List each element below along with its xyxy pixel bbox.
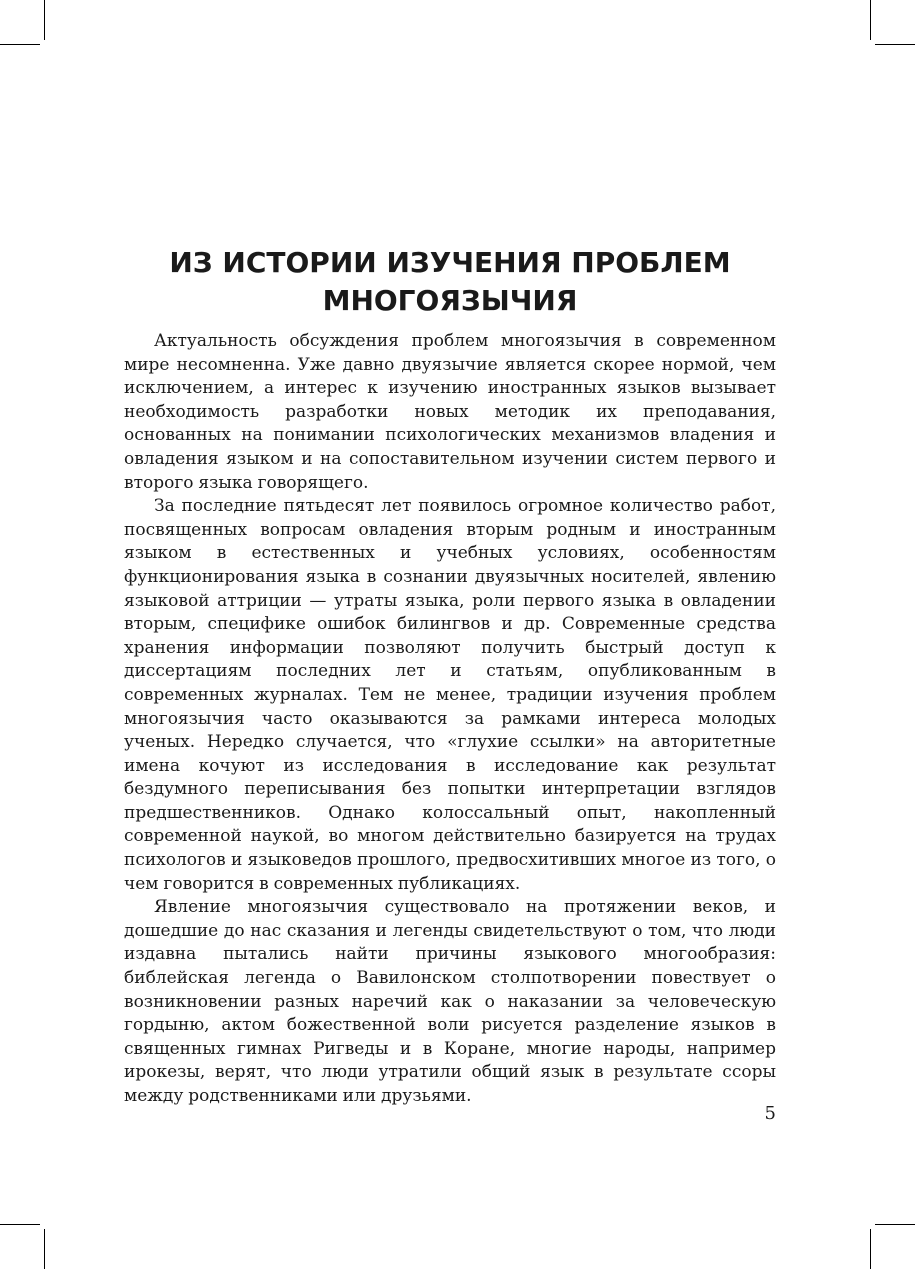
crop-mark-top-left-vertical <box>44 0 45 40</box>
paragraph-2: За последние пятьдесят лет появилось огромное количество работ, посвященных вопросам овладения вторым родным и иностранным языком в естественных и учебных условиях, особенностям функционирования языка в сознании двуязычных носителей, явлению языковой аттриции — утраты языка, роли первого языка в овладении вторым, специфике ошибок билингвов и др. Современные средства хранения информации позволяют получить быстрый доступ к диссертациям последних лет и статьям, опубликованным в современных журналах. Тем не менее, традиции изучения проблем многоязычия часто оказываются за рамками интереса молодых ученых. Нередко случается, что «глухие ссылки» на авторитетные имена кочуют из исследования в исследование как результат бездумного переписывания без попытки интерпретации взглядов предшественников. Однако колоссальный опыт, накопленный современной наукой, во многом действительно базируется на трудах психологов и языковедов прошлого, предвосхитивших многое из того, о чем говорится в современных публикациях. <box>124 496 776 894</box>
chapter-heading <box>124 244 776 320</box>
crop-mark-bottom-left-horizontal <box>0 1224 40 1225</box>
crop-mark-top-left-horizontal <box>0 44 40 45</box>
crop-mark-top-right-horizontal <box>875 44 915 45</box>
chapter-heading-line-1: ИЗ ИСТОРИИ ИЗУЧЕНИЯ ПРОБЛЕМ <box>169 246 731 279</box>
crop-mark-top-right-vertical <box>870 0 871 40</box>
crop-mark-bottom-left-vertical <box>44 1229 45 1269</box>
paragraph-1: Актуальность обсуждения проблем многоязычия в современном мире несомненна. Уже давно двуязычие является скорее нормой, чем исключением, а интерес к изучению иностранных языков вызывает необходимость разработки новых методик их преподавания, основанных на понимании психологических механизмов владения и овладения языком и на сопоставительном изучении систем первого и второго языка говорящего. <box>124 331 776 493</box>
page-number: 5 <box>764 1103 776 1124</box>
crop-mark-bottom-right-vertical <box>870 1229 871 1269</box>
chapter-heading-line-2: МНОГОЯЗЫЧИЯ <box>322 284 578 317</box>
crop-mark-bottom-right-horizontal <box>875 1224 915 1225</box>
body-text <box>124 330 776 1109</box>
paragraph-3: Явление многоязычия существовало на протяжении веков, и дошедшие до нас сказания и легенды свидетельствуют о том, что люди издавна пытались найти причины языкового многообразия: библейская легенда о Вавилонском столпотворении повествует о возникновении разных наречий как о наказании за человеческую гордыню, актом божественной воли рисуется разделение языков в священных гимнах Ригведы и в Коране, многие народы, например ирокезы, верят, что люди утратили общий язык в результате ссоры между родственниками или друзьями. <box>124 897 776 1106</box>
